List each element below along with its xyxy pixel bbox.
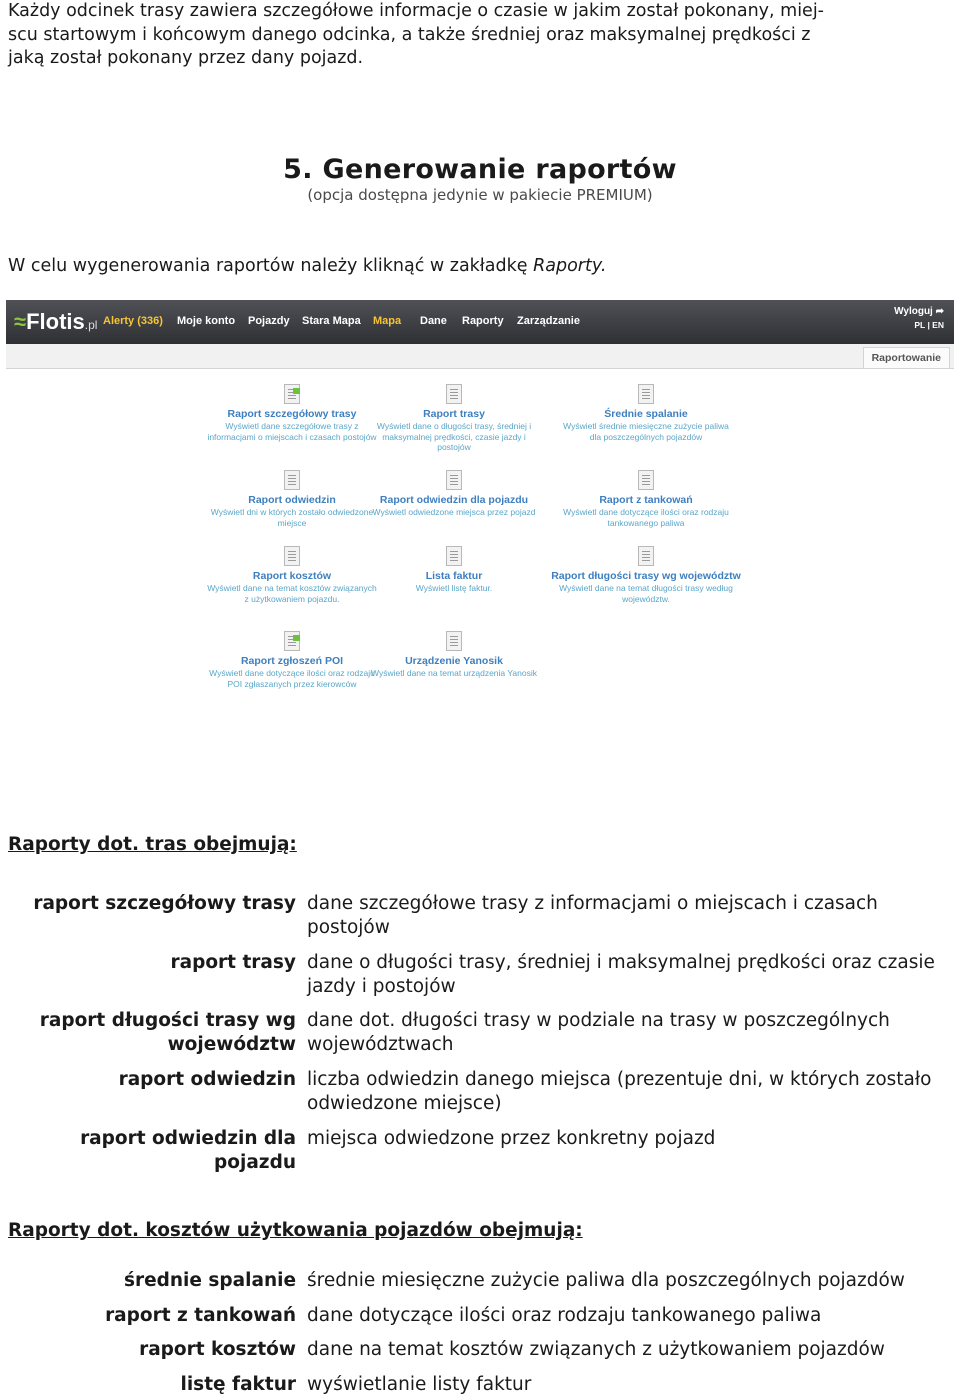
flotis-logo (14, 309, 97, 335)
report-description: Wyświetl średnie miesięczne zużycie paliwa dla poszczególnych pojazdów (563, 421, 729, 442)
raporty-link-text: Raporty. (533, 256, 607, 276)
report-description: Wyświetl dni w których zostało odwiedzone miejsce (210, 507, 374, 528)
logo-text: Flotis (26, 309, 85, 334)
cost-reports-heading: Raporty dot. kosztów użytkowania pojazdów obejmują: (8, 1220, 583, 1241)
language-switch[interactable]: PL | EN (914, 320, 944, 330)
report-title[interactable]: Średnie spalanie (604, 408, 688, 420)
report-description: Wyświetl dane dotyczące ilości oraz rodzaju tankowanego paliwa (563, 507, 729, 528)
logout-link[interactable] (894, 306, 944, 317)
report-tile[interactable] (369, 384, 539, 453)
definition-text: dane na temat kosztów związanych z użytkowaniem pojazdów (307, 1339, 885, 1360)
report-title[interactable]: Urządzenie Yanosik (405, 655, 503, 667)
report-description: Wyświetl listę faktur. (415, 583, 493, 593)
report-tile[interactable] (207, 546, 377, 604)
section-number: 5. (283, 154, 313, 185)
report-tile[interactable] (207, 631, 377, 689)
report-title[interactable]: Raport trasy (423, 408, 485, 420)
report-tile[interactable] (561, 384, 731, 442)
report-title[interactable]: Raport z tankowań (599, 494, 693, 506)
definition-term: raport odwiedzin (118, 1069, 296, 1090)
section-subtitle: (opcja dostępna jedynie w pakiecie PREMIUM) (307, 186, 653, 204)
report-description: Wyświetl dane dotyczące ilości oraz rodzaju POI zgłaszanych przez kierowców (209, 668, 375, 689)
report-tile[interactable] (551, 546, 741, 604)
report-tile[interactable] (369, 470, 539, 518)
report-tile[interactable] (369, 631, 539, 679)
report-doc-icon (446, 631, 462, 651)
app-subbar (6, 344, 954, 369)
definition-text: liczba odwiedzin danego miejsca (prezentuje dni, w których zostało odwiedzone miejsce) (307, 1069, 932, 1114)
logout-area (894, 306, 944, 330)
definition-text: średnie miesięczne zużycie paliwa dla poszczególnych pojazdów (307, 1270, 905, 1291)
report-description: Wyświetl dane o długości trasy, średniej i maksymalnej prędkości, czasie jazdy i postojów (376, 421, 532, 452)
nav-moje-konto[interactable]: Moje konto (177, 315, 236, 327)
logout-label: Wyloguj (894, 306, 933, 317)
nav-stara-mapa[interactable]: Stara Mapa (302, 315, 361, 327)
route-reports-heading: Raporty dot. tras obejmują: (8, 834, 297, 855)
intro-line: jaką został pokonany przez dany pojazd. (8, 48, 364, 68)
definition-term: raport szczegółowy trasy (33, 893, 296, 914)
report-title[interactable]: Raport odwiedzin (248, 494, 336, 506)
report-title[interactable]: Raport odwiedzin dla pojazdu (379, 494, 529, 506)
app-topbar (6, 300, 954, 344)
report-title[interactable]: Lista faktur (425, 570, 483, 582)
intro-line: Każdy odcinek trasy zawiera szczegółowe informacje o czasie w jakim został pokonany, miej- (8, 1, 824, 21)
report-tile[interactable] (207, 470, 377, 528)
report-description: Wyświetl dane szczegółowe trasy z informacjami o miejscach i czasach postojów (207, 421, 377, 442)
section-heading (0, 154, 960, 185)
report-description: Wyświetl dane na temat długości trasy według województw. (559, 583, 733, 604)
nav-raporty[interactable]: Raporty (462, 315, 504, 327)
report-doc-icon (638, 470, 654, 490)
instruction-body: W celu wygenerowania raportów należy kliknąć w zakładkę (8, 256, 534, 276)
logo-suffix: .pl (84, 318, 98, 332)
instruction-text (8, 256, 606, 276)
report-doc-icon (638, 546, 654, 566)
report-tile[interactable] (369, 546, 539, 594)
definition-term: listę faktur (180, 1374, 296, 1395)
definition-term: raport długości trasy wg województw (39, 1010, 296, 1055)
definition-term: raport trasy (170, 952, 296, 973)
report-title[interactable]: Raport kosztów (252, 570, 332, 582)
report-description: Wyświetl dane na temat urządzenia Yanosik (371, 668, 537, 678)
intro-line: scu startowym i końcowym danego odcinka, a także średniej oraz maksymalnej prędkości z (8, 24, 811, 45)
app-screenshot (6, 300, 954, 700)
definition-term: średnie spalanie (123, 1270, 296, 1291)
report-doc-icon (446, 470, 462, 490)
definition-text: wyświetlanie listy faktur (307, 1374, 532, 1395)
definition-text: dane szczegółowe trasy z informacjami o miejscach i czasach postojów (307, 893, 878, 938)
report-tile[interactable] (207, 384, 377, 442)
report-description: Wyświetl odwiedzone miejsca przez pojazd (372, 507, 536, 517)
section-title: Generowanie raportów (322, 154, 677, 185)
report-doc-icon (284, 546, 300, 566)
definition-text: dane dotyczące ilości oraz rodzaju tankowanego paliwa (307, 1305, 822, 1326)
tab-raportowanie[interactable]: Raportowanie (863, 347, 950, 368)
report-doc-icon (446, 384, 462, 404)
report-doc-icon (638, 384, 654, 404)
nav-pojazdy[interactable]: Pojazdy (248, 315, 290, 327)
nav-zarzadzanie[interactable]: Zarządzanie (517, 315, 580, 327)
intro-paragraph (8, 0, 953, 71)
report-doc-icon (284, 470, 300, 490)
nav-dane[interactable]: Dane (420, 315, 447, 327)
definition-text: dane o długości trasy, średniej i maksymalnej prędkości oraz czasie jazdy i postojów (307, 952, 935, 997)
nav-alerty[interactable]: Alerty (336) (103, 315, 163, 327)
logout-icon: ➦ (935, 306, 944, 317)
definition-term: raport z tankowań (105, 1305, 296, 1326)
report-doc-icon (446, 546, 462, 566)
report-title[interactable]: Raport zgłoszeń POI (240, 655, 344, 667)
definition-text: miejsca odwiedzone przez konkretny pojazd (307, 1128, 716, 1149)
report-title[interactable]: Raport szczegółowy trasy (227, 408, 357, 420)
report-description: Wyświetl dane na temat kosztów związanych z użytkowaniem pojazdu. (207, 583, 377, 604)
report-poi-icon (284, 631, 300, 651)
definition-term: raport kosztów (139, 1339, 296, 1360)
definition-term: raport odwiedzin dla pojazdu (80, 1128, 296, 1173)
report-title[interactable]: Raport długości trasy wg województw (551, 570, 741, 582)
report-tile[interactable] (561, 470, 731, 528)
nav-mapa[interactable]: Mapa (373, 315, 402, 327)
report-doc-icon (284, 384, 300, 404)
logo-mark-icon: ≈ (14, 309, 27, 334)
definition-text: dane dot. długości trasy w podziale na trasy w poszczególnych województwach (307, 1010, 890, 1055)
